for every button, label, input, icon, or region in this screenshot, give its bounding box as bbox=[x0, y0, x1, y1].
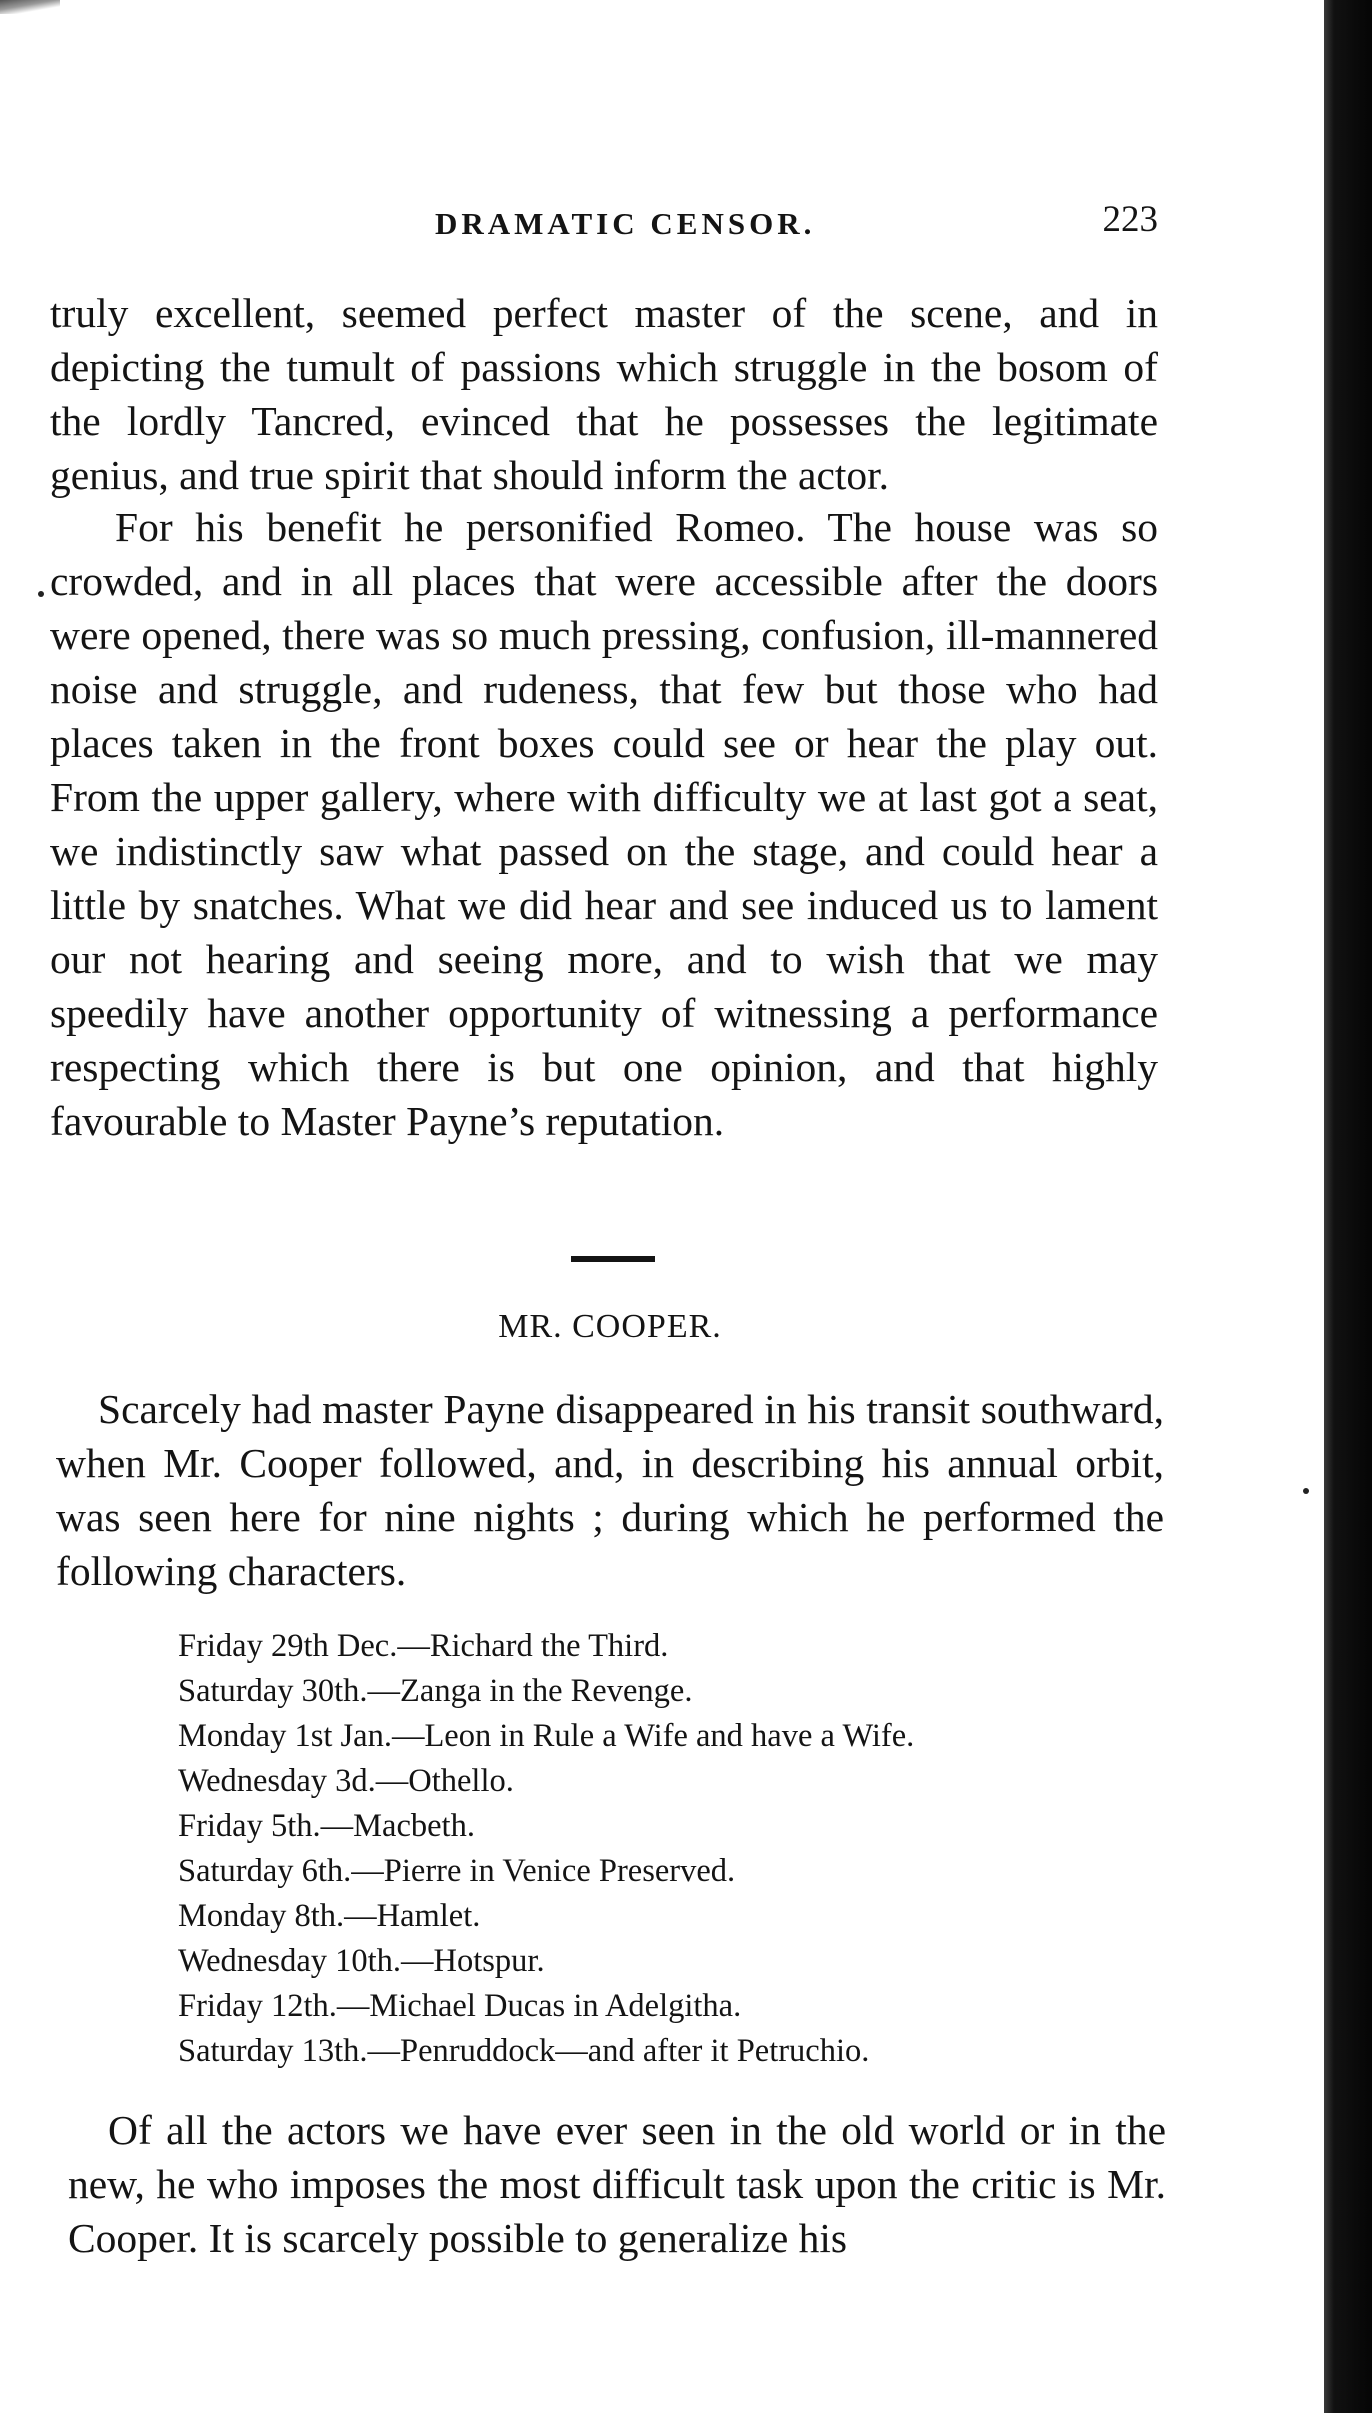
running-head bbox=[50, 198, 1158, 248]
schedule-entry: Friday 5th.—Macbeth. bbox=[178, 1808, 475, 1844]
section-heading: MR. COOPER. bbox=[498, 1308, 722, 1345]
schedule-entry: Wednesday 10th.—Hotspur. bbox=[178, 1943, 545, 1979]
schedule-entry: Saturday 13th.—Penruddock—and after it Petruchio. bbox=[178, 2033, 870, 2069]
book-gutter-shadow bbox=[1324, 0, 1372, 2413]
section-divider bbox=[571, 1256, 655, 1262]
schedule-entry: Monday 8th.—Hamlet. bbox=[178, 1898, 481, 1934]
page-corner-mark bbox=[0, 0, 60, 14]
paragraph-romeo-benefit: For his benefit he personified Romeo. The house was so crowded, and in all places that were accessible after the doors were opened, there was so much pressing, confusion, ill-mannered noise and struggle, and rudeness, that few but those who had places taken in the front boxes could see or hear the play out. From the upper gallery, where with difficulty we at last got a seat, we indistinctly saw what passed on the stage, and could hear a little by snatches. What we did hear and see induced us to lament our not hearing and seeing more, and to wish that we may speedily have another opportunity of witnessing a performance respecting which there is but one opinion, and that highly favourable to Master Payne’s reputation. bbox=[50, 504, 1158, 1144]
schedule-entry: Friday 12th.—Michael Ducas in Adelgitha. bbox=[178, 1988, 742, 2024]
page-number: 223 bbox=[1102, 199, 1158, 240]
paragraph-continued: truly excellent, seemed perfect master of the scene, and in depicting the tumult of passions which struggle in the bosom of the lordly Tancred, evinced that he possesses the legitimate genius, and true spirit that should inform the actor. bbox=[50, 290, 1158, 498]
paragraph-cooper-intro: Scarcely had master Payne disappeared in his transit southward, when Mr. Cooper followed, and, in describing his annual orbit, was seen here for nine nights ; during which he performed the following characters. bbox=[56, 1386, 1164, 1594]
schedule-entry: Friday 29th Dec.—Richard the Third. bbox=[178, 1628, 669, 1664]
schedule-entry: Saturday 30th.—Zanga in the Revenge. bbox=[178, 1673, 693, 1709]
performance-schedule bbox=[178, 1624, 1138, 2074]
running-title: DRAMATIC CENSOR. bbox=[435, 206, 816, 241]
paragraph-actors-critique: Of all the actors we have ever seen in the old world or in the new, he who imposes the most difficult task upon the critic is Mr. Cooper. It is scarcely possible to generalize his bbox=[68, 2107, 1166, 2261]
margin-speck bbox=[1303, 1488, 1309, 1494]
schedule-entry: Wednesday 3d.—Othello. bbox=[178, 1763, 514, 1799]
schedule-entry: Monday 1st Jan.—Leon in Rule a Wife and have a Wife. bbox=[178, 1718, 915, 1754]
margin-speck bbox=[38, 591, 44, 597]
schedule-entry: Saturday 6th.—Pierre in Venice Preserved. bbox=[178, 1853, 736, 1889]
